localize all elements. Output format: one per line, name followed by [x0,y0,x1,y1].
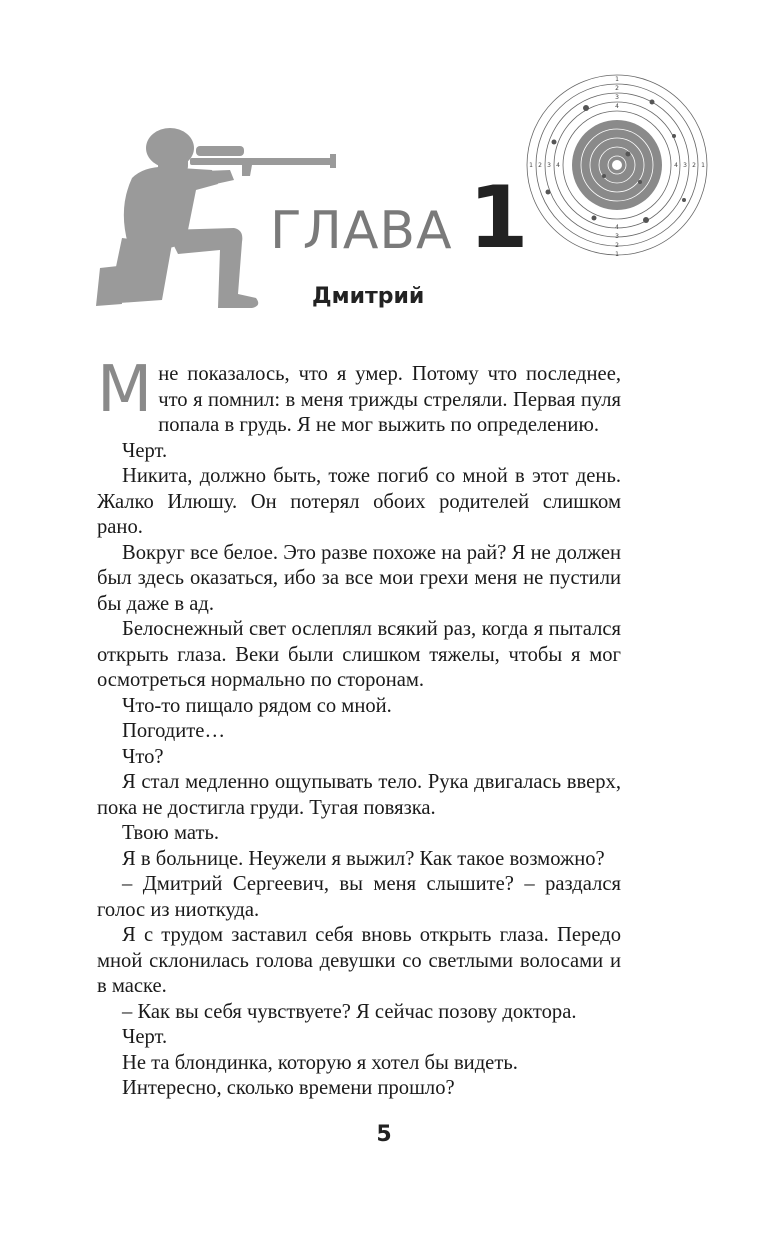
paragraph: Вокруг все белое. Это разве похоже на рай? Я не должен был здесь оказаться, ибо за все мои грехи меня не пустили бы даже в ад. [97,541,621,615]
paragraph: Черт. [122,439,168,462]
paragraph: Белоснежный свет ослеплял всякий раз, когда я пытался открыть глаза. Веки были слишком тяжелы, чтобы я мог осмотреться нормально по сторонам. [97,618,621,691]
paragraph [97,353,621,439]
paragraph: – Как вы себя чувствуете? Я сейчас позову доктора. [122,1000,577,1023]
paragraph: Что-то пищало рядом со мной. [122,694,392,717]
paragraph: Интересно, сколько времени прошло? [122,1077,455,1099]
svg-text:3: 3 [615,94,619,101]
paragraph: Я стал медленно ощупывать тело. Рука двигалась вверх, пока не достигла груди. Тугая повязка. [97,771,621,819]
svg-text:2: 2 [692,162,696,169]
chapter-subtitle: Дмитрий [312,284,425,309]
drop-cap: М [97,353,153,427]
paragraph: – Дмитрий Сергеевич, вы меня слышите? – раздался голос из ниоткуда. [97,873,621,921]
paragraph: Не та блондинка, которую я хотел бы видеть. [122,1051,518,1074]
page-number: 5 [376,1122,392,1147]
shooting-target-icon [524,72,710,258]
paragraph: Я с трудом заставил себя вновь открыть глаза. Передо мной склонилась голова девушки со светлыми волосами и в маске. [97,924,621,997]
svg-text:3: 3 [683,162,687,169]
svg-text:3: 3 [547,162,551,169]
paragraph: Твою мать. [122,822,220,844]
svg-text:1: 1 [529,162,533,169]
svg-text:4: 4 [556,162,560,169]
svg-text:1: 1 [615,251,619,258]
chapter-number: 1 [468,168,529,268]
paragraph: Никита, должно быть, тоже погиб со мной в этот день. Жалко Илюшу. Он потерял обоих родителей слишком рано. [97,465,621,538]
svg-text:2: 2 [615,242,619,249]
svg-text:1: 1 [615,76,619,83]
chapter-heading [270,168,529,268]
paragraph: Погодите… [122,720,226,742]
paragraph: Я в больнице. Неужели я выжил? Как такое возможно? [122,847,605,870]
paragraph-text: не показалось, что я умер. Потому что последнее, что я помнил: в меня трижды стреляли. Первая пуля попала в грудь. Я не мог выжить по определению. [158,363,621,436]
svg-text:2: 2 [538,162,542,169]
svg-text:4: 4 [615,103,619,110]
svg-text:4: 4 [674,162,678,169]
chapter-word: ГЛАВА [270,201,453,262]
svg-text:1: 1 [701,162,705,169]
paragraph: Черт. [122,1026,168,1048]
svg-text:4: 4 [615,224,619,231]
paragraph: Что? [122,745,164,768]
chapter-text [97,353,621,1102]
svg-text:2: 2 [615,85,619,92]
svg-text:3: 3 [615,233,619,240]
